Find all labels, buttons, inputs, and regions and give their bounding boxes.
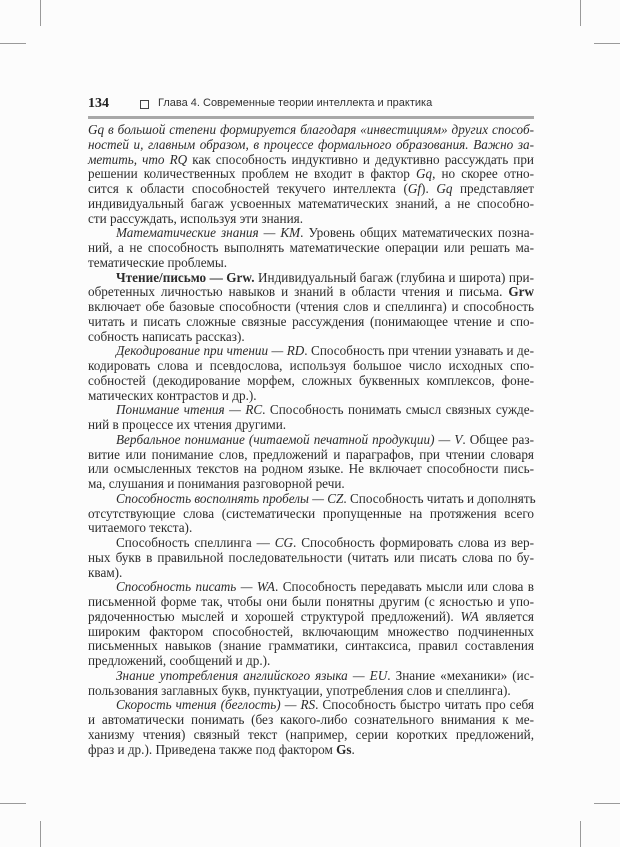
text-line [88, 743, 534, 758]
italic-text: Gq [436, 181, 453, 196]
text-line [88, 507, 534, 522]
text-run: . [351, 741, 355, 757]
text-run: матических контрастов и др.). [88, 387, 257, 403]
italic-text: CG [274, 535, 294, 550]
text-line [88, 610, 534, 625]
text-line [88, 433, 534, 448]
italic-text: Gf [407, 181, 422, 196]
text-line [88, 197, 534, 212]
text-line [88, 359, 534, 374]
text-run: . Способность при чтении узнавать и де- [304, 343, 534, 359]
text-line [88, 344, 534, 359]
text-run: или осмысленных текстов на родном языке. Не включает способности пись- [88, 461, 534, 477]
italic-text: ностей и, главным образом, в процессе формального образования. Важно за- [88, 136, 534, 152]
crop-mark [40, 821, 41, 847]
text-run: . Способность передавать мысли или слова в [275, 579, 534, 595]
text-run: представляет [452, 181, 534, 196]
paragraph [88, 492, 534, 536]
text-run: . Уровень общих математических позна- [300, 225, 535, 241]
text-line [88, 595, 534, 610]
bold-text: Чтение/письмо — Grw. [116, 269, 255, 285]
text-run: как способность индуктивно и дедуктивно рассуждать при [187, 151, 534, 167]
text-run: письменных навыков (знание грамматики, синтаксиса, правил составления [88, 638, 534, 654]
text-line [88, 492, 534, 507]
text-run: широким фактором способностей, включающим множество подчиненных [88, 623, 534, 639]
bold-text: Gs [336, 741, 352, 757]
italic-text: Понимание чтения — RC [116, 402, 263, 418]
text-run: . Общее раз- [462, 431, 534, 447]
running-head-title: Глава 4. Современные теории интеллекта и практика [158, 97, 433, 109]
text-line [88, 684, 534, 699]
crop-mark [580, 0, 581, 26]
italic-text: метить, что RQ [88, 151, 188, 167]
text-line [88, 389, 534, 404]
paragraph [88, 403, 534, 433]
text-run: индивидуальный багаж усвоенных математических знаний, а не способно- [88, 195, 534, 211]
italic-text: Декодирование при чтении — RD [116, 343, 305, 359]
text-line [88, 448, 534, 463]
paragraph [88, 698, 534, 757]
crop-mark [0, 803, 26, 804]
text-line [88, 403, 534, 418]
text-run: . Способность формировать слова из вер- [293, 535, 534, 550]
italic-text: Gq в большой степени формируется благодаря «инвестициям» других способ- [88, 122, 534, 137]
text-line [88, 330, 534, 345]
text-run: Способность спеллинга — [116, 535, 275, 550]
text-line [88, 300, 534, 315]
crop-mark [40, 0, 41, 26]
italic-text: Математические знания — KM [116, 225, 301, 241]
crop-mark [594, 803, 620, 804]
text-line [88, 639, 534, 654]
text-line [88, 536, 534, 551]
text-line [88, 212, 534, 227]
text-run: собностей (декодирование морфем, сложных буквенных комплексов, фоне- [88, 372, 534, 388]
text-run: рядоченностью мыслей и хорошей структурой предложений). [88, 608, 461, 624]
text-run: письменной форме так, чтобы они были понятны другим (с ясностью и упо- [88, 594, 534, 609]
header-rule [88, 116, 534, 119]
square-bullet-icon [140, 100, 149, 109]
text-line [88, 698, 534, 713]
text-line [88, 241, 534, 256]
text-line [88, 580, 534, 595]
text-run: обретенных личностью навыков и знаний в области чтения и письма. [88, 284, 509, 300]
text-run: включает обе базовые способности (чтения слов и спеллинга) и способность [88, 299, 534, 314]
text-run: ). [421, 181, 437, 196]
text-line [88, 271, 534, 286]
text-run: кодировать слова и псевдослова, используя большое число исходных спо- [88, 358, 534, 373]
page-number: 134 [88, 96, 109, 111]
text-line [88, 418, 534, 433]
text-run: сти рассуждать, используя эти знания. [88, 210, 303, 226]
text-line [88, 226, 534, 241]
italic-text: Способность восполнять пробелы — CZ [116, 490, 344, 506]
running-header [88, 96, 534, 118]
text-line [88, 167, 534, 182]
crop-mark [594, 43, 620, 44]
text-line [88, 654, 534, 669]
text-line [88, 551, 534, 566]
text-run: читать и писать сложные связные рассуждения (понимающее чтение и спо- [88, 313, 534, 329]
crop-mark [0, 43, 26, 44]
text-run: фраз и др.). Приведена также под фактором [88, 741, 337, 757]
text-run: ний в процессе их чтения другими. [88, 417, 287, 432]
text-run: квам). [88, 564, 123, 580]
text-line [88, 566, 534, 581]
text-line [88, 256, 534, 271]
bold-text: Grw [508, 284, 534, 300]
text-line [88, 123, 534, 138]
italic-text: Знание употребления английского языка — EU [116, 667, 388, 683]
text-line [88, 669, 534, 684]
text-run: ных букв в правильной последовательности (читать или писать слова по бу- [88, 549, 534, 565]
text-run: является [478, 608, 534, 624]
text-run: , но скорее отно- [432, 166, 534, 182]
text-line [88, 285, 534, 300]
text-line [88, 182, 534, 197]
text-run: . Способность быстро читать про себя [315, 697, 534, 713]
paragraph [88, 580, 534, 669]
page-body [88, 123, 534, 757]
paragraph [88, 669, 534, 699]
paragraph [88, 226, 534, 270]
italic-text: Способность писать — WA [116, 579, 275, 595]
text-line [88, 477, 534, 492]
italic-text: Вербальное понимание (читаемой печатной продукции) — V [116, 431, 463, 447]
text-run: ний, а не способность выполнять математические операции или решать ма- [88, 240, 534, 255]
text-run: отсутствующие слова (систематически пропущенные на протяжения всего [88, 505, 534, 521]
text-run: . Знание «механики» (ис- [387, 667, 534, 683]
text-run: ханизму чтения) связный текст (например, серии коротких предложений, [88, 726, 534, 742]
paragraph [88, 433, 534, 492]
text-line [88, 728, 534, 743]
paragraph [88, 123, 534, 226]
text-run: . Способность читать и дополнять [343, 490, 536, 506]
text-run: Индивидуальный багаж (глубина и широта) при- [254, 269, 534, 285]
paragraph [88, 536, 534, 580]
text-line [88, 713, 534, 728]
text-run: пользования заглавных букв, пунктуации, употребления слов и спеллинга). [88, 682, 511, 698]
text-line [88, 462, 534, 477]
text-run: ма, слушания и понимания разговорной речи. [88, 476, 345, 491]
text-run: собность написать рассказ). [88, 328, 245, 344]
paragraph [88, 271, 534, 345]
text-line [88, 521, 534, 536]
italic-text: Gq [415, 166, 433, 182]
text-run: . Способность понимать смысл связных сужде- [262, 402, 535, 418]
text-line [88, 374, 534, 389]
italic-text: WA [460, 608, 479, 624]
text-line [88, 625, 534, 640]
crop-mark [580, 821, 581, 847]
text-run: витие или понимание слов, предложений и параграфов, при чтении словаря [88, 446, 534, 462]
text-run: предложений, сообщений и др.). [88, 653, 271, 668]
text-line [88, 315, 534, 330]
italic-text: Скорость чтения (беглость) — RS [116, 697, 316, 713]
text-run: тематические проблемы. [88, 254, 228, 270]
text-run: решении количественных проблем не входит в фактор [88, 166, 416, 182]
paragraph [88, 344, 534, 403]
text-run: сится к области способностей текучего интеллекта ( [88, 181, 408, 196]
text-line [88, 138, 534, 153]
text-line [88, 153, 534, 168]
text-run: и автоматически понимать (без какого-либо сознательного внимания к ме- [88, 712, 534, 727]
text-run: читаемого текста). [88, 520, 193, 536]
